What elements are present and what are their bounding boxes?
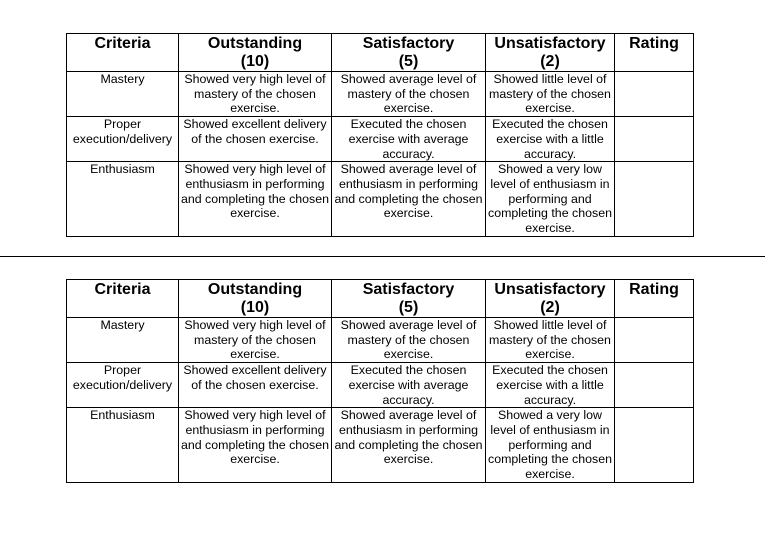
table-row	[67, 318, 694, 363]
unsatisfactory-cell: Showed a very low level of enthusiasm in performing and completing the chosen exercise.	[486, 162, 615, 237]
criteria-cell: Mastery	[67, 318, 179, 363]
satisfactory-cell: Showed average level of mastery of the chosen exercise.	[332, 72, 486, 117]
rating-cell[interactable]	[615, 72, 694, 117]
rating-cell[interactable]	[615, 318, 694, 363]
header-criteria: Criteria	[67, 280, 179, 318]
table-row	[67, 162, 694, 237]
table-row	[67, 117, 694, 162]
outstanding-cell: Showed excellent delivery of the chosen exercise.	[179, 363, 332, 408]
outstanding-cell: Showed very high level of enthusiasm in performing and completing the chosen exercise.	[179, 162, 332, 237]
header-row	[67, 34, 694, 72]
header-satisfactory: Satisfactory (5)	[332, 280, 486, 318]
criteria-cell: Enthusiasm	[67, 408, 179, 483]
rating-cell[interactable]	[615, 117, 694, 162]
criteria-cell: Proper execution/delivery	[67, 363, 179, 408]
page-divider	[0, 256, 765, 257]
criteria-cell: Enthusiasm	[67, 162, 179, 237]
header-satisfactory: Satisfactory (5)	[332, 34, 486, 72]
table-row	[67, 363, 694, 408]
header-row	[67, 280, 694, 318]
outstanding-cell: Showed very high level of mastery of the chosen exercise.	[179, 318, 332, 363]
rating-cell[interactable]	[615, 162, 694, 237]
satisfactory-cell: Showed average level of enthusiasm in performing and completing the chosen exercise.	[332, 162, 486, 237]
rating-cell[interactable]	[615, 408, 694, 483]
header-outstanding: Outstanding (10)	[179, 34, 332, 72]
satisfactory-cell: Executed the chosen exercise with average accuracy.	[332, 363, 486, 408]
table-row	[67, 72, 694, 117]
unsatisfactory-cell: Showed a very low level of enthusiasm in performing and completing the chosen exercise.	[486, 408, 615, 483]
rating-cell[interactable]	[615, 363, 694, 408]
criteria-cell: Proper execution/delivery	[67, 117, 179, 162]
satisfactory-cell: Showed average level of mastery of the chosen exercise.	[332, 318, 486, 363]
unsatisfactory-cell: Showed little level of mastery of the chosen exercise.	[486, 72, 615, 117]
header-unsatisfactory: Unsatisfactory (2)	[486, 34, 615, 72]
unsatisfactory-cell: Executed the chosen exercise with a little accuracy.	[486, 117, 615, 162]
header-rating: Rating	[615, 34, 694, 72]
table-row	[67, 408, 694, 483]
satisfactory-cell: Showed average level of enthusiasm in performing and completing the chosen exercise.	[332, 408, 486, 483]
satisfactory-cell: Executed the chosen exercise with average accuracy.	[332, 117, 486, 162]
outstanding-cell: Showed very high level of enthusiasm in performing and completing the chosen exercise.	[179, 408, 332, 483]
header-outstanding: Outstanding (10)	[179, 280, 332, 318]
header-criteria: Criteria	[67, 34, 179, 72]
header-unsatisfactory: Unsatisfactory (2)	[486, 280, 615, 318]
outstanding-cell: Showed excellent delivery of the chosen exercise.	[179, 117, 332, 162]
unsatisfactory-cell: Showed little level of mastery of the chosen exercise.	[486, 318, 615, 363]
outstanding-cell: Showed very high level of mastery of the chosen exercise.	[179, 72, 332, 117]
header-rating: Rating	[615, 280, 694, 318]
rubric-table-bottom	[66, 279, 694, 483]
unsatisfactory-cell: Executed the chosen exercise with a little accuracy.	[486, 363, 615, 408]
criteria-cell: Mastery	[67, 72, 179, 117]
rubric-table-top	[66, 33, 694, 237]
